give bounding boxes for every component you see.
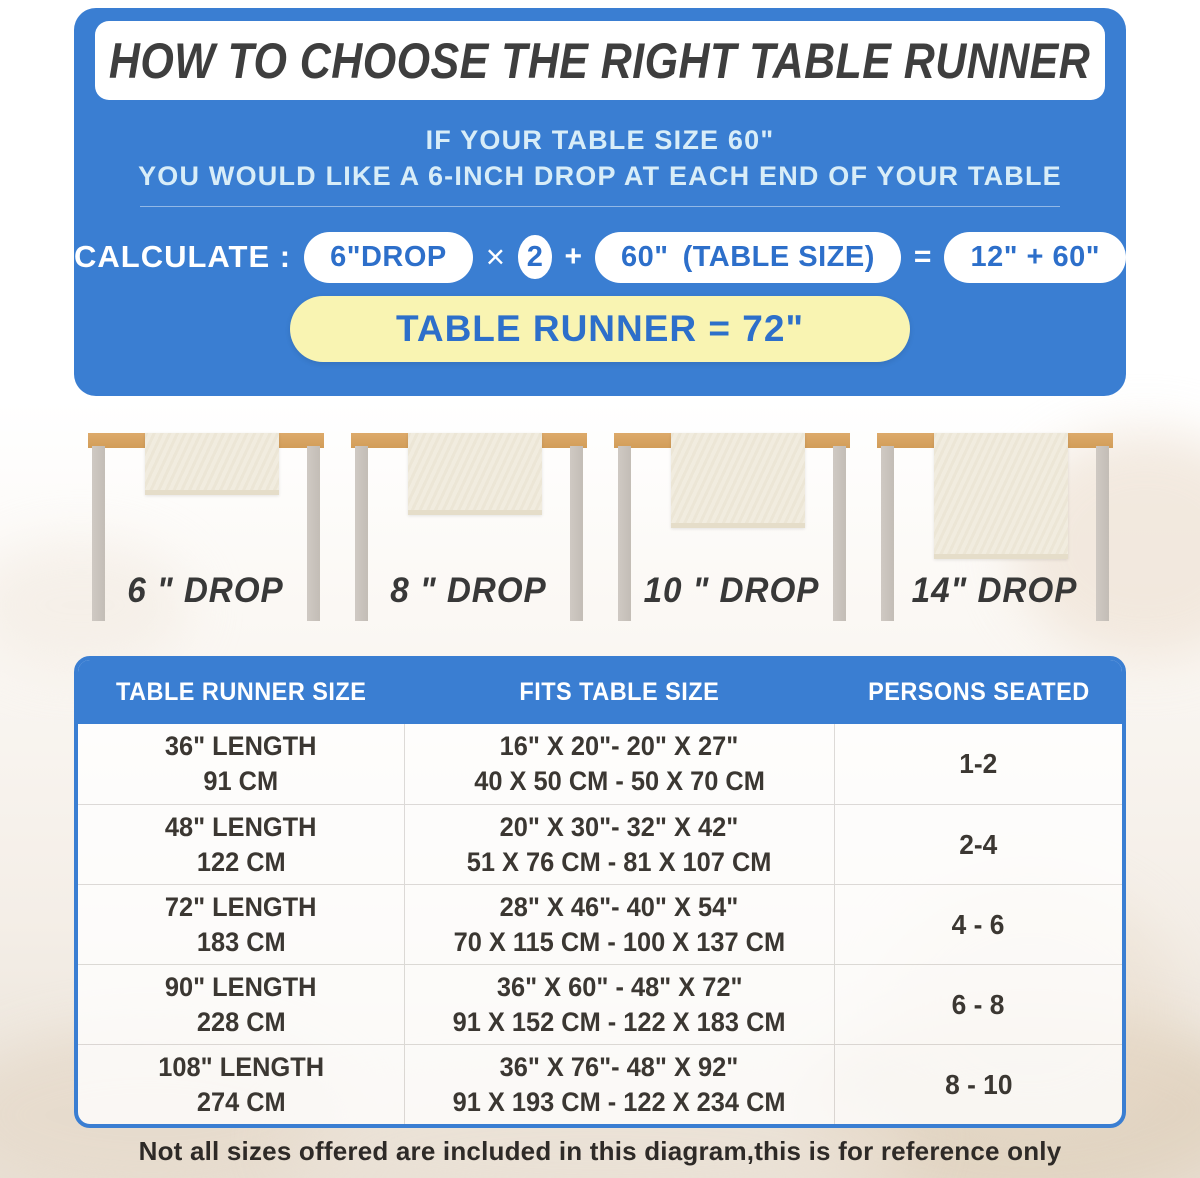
- fits-size-cell: 20" X 30"- 32" X 42" 51 X 76 CM - 81 X 107 CM: [404, 805, 835, 884]
- fits-size-cell: 36" X 60" - 48" X 72" 91 X 152 CM - 122 X 183 CM: [404, 965, 835, 1044]
- table-size-note: (TABLE SIZE): [682, 240, 875, 273]
- drop-illustrations: [74, 425, 1126, 643]
- persons-cell: 8 - 10: [944, 1068, 1013, 1100]
- table-header-row: [78, 660, 1122, 724]
- table-illustration-10in: [600, 425, 863, 643]
- divider-line: [140, 206, 1060, 207]
- table-runner-cloth: [145, 433, 279, 495]
- multiplier-circle: 2: [518, 235, 552, 279]
- fits-size-cell: 16" X 20"- 20" X 27" 40 X 50 CM - 50 X 70 CM: [404, 724, 835, 804]
- table-runner-cloth: [408, 433, 542, 515]
- runner-size-cell: 48" LENGTH 122 CM: [165, 811, 317, 877]
- runner-size-cell: 36" LENGTH 91 CM: [165, 731, 317, 796]
- table-size-value: 60": [621, 240, 669, 273]
- title-banner: [95, 21, 1105, 100]
- runner-size-cell: 90" LENGTH 228 CM: [165, 971, 317, 1037]
- table-row: [78, 724, 1122, 804]
- hero-panel: [74, 8, 1126, 396]
- reference-note: Not all sizes offered are included in this diagram,this is for reference only: [138, 1136, 1062, 1166]
- table-row: [78, 884, 1122, 964]
- runner-size-cell: 72" LENGTH 183 CM: [165, 891, 317, 957]
- fits-size-cell: 28" X 46"- 40" X 54" 70 X 115 CM - 100 X 137 CM: [404, 885, 835, 964]
- equals-sign: =: [913, 240, 932, 273]
- size-table-panel: [74, 656, 1126, 1128]
- table-illustration-14in: [863, 425, 1126, 643]
- subtitle-line-2: YOU WOULD LIKE A 6-INCH DROP AT EACH END OF YOUR TABLE: [138, 161, 1062, 191]
- plus-sign: +: [564, 240, 583, 273]
- fits-size-cell: 36" X 76"- 48" X 92" 91 X 193 CM - 122 X 234 CM: [404, 1045, 835, 1124]
- persons-cell: 1-2: [959, 748, 998, 780]
- table-runner-cloth: [934, 433, 1068, 559]
- calculation-row: [74, 229, 1126, 285]
- drop-label: 14" DROP: [911, 571, 1078, 610]
- page-title: HOW TO CHOOSE THE RIGHT TABLE RUNNER: [109, 32, 1091, 89]
- drop-label: 6 " DROP: [127, 571, 284, 610]
- drop-label: 8 " DROP: [390, 571, 547, 610]
- table-runner-cloth: [671, 433, 805, 528]
- result-pill: TABLE RUNNER = 72": [290, 296, 910, 362]
- table-size-pill: [595, 232, 901, 283]
- calculate-label: CALCULATE :: [74, 239, 292, 274]
- header-fits-table-size: FITS TABLE SIZE: [519, 677, 720, 706]
- persons-cell: 6 - 8: [952, 988, 1005, 1020]
- table-row: [78, 1044, 1122, 1124]
- persons-cell: 2-4: [959, 828, 998, 860]
- times-sign: ×: [485, 238, 506, 275]
- subtitle-line-1: IF YOUR TABLE SIZE 60": [425, 125, 775, 155]
- runner-size-cell: 108" LENGTH 274 CM: [157, 1051, 324, 1117]
- result-expression-pill: 12" + 60": [944, 232, 1126, 283]
- table-row: [78, 804, 1122, 884]
- header-persons-seated: PERSONS SEATED: [867, 677, 1090, 706]
- table-illustration-6in: [74, 425, 337, 643]
- table-row: [78, 964, 1122, 1044]
- drop-value-pill: 6"DROP: [304, 232, 473, 283]
- persons-cell: 4 - 6: [952, 908, 1005, 940]
- drop-label: 10 " DROP: [643, 571, 820, 610]
- header-runner-size: TABLE RUNNER SIZE: [115, 677, 367, 706]
- table-illustration-8in: [337, 425, 600, 643]
